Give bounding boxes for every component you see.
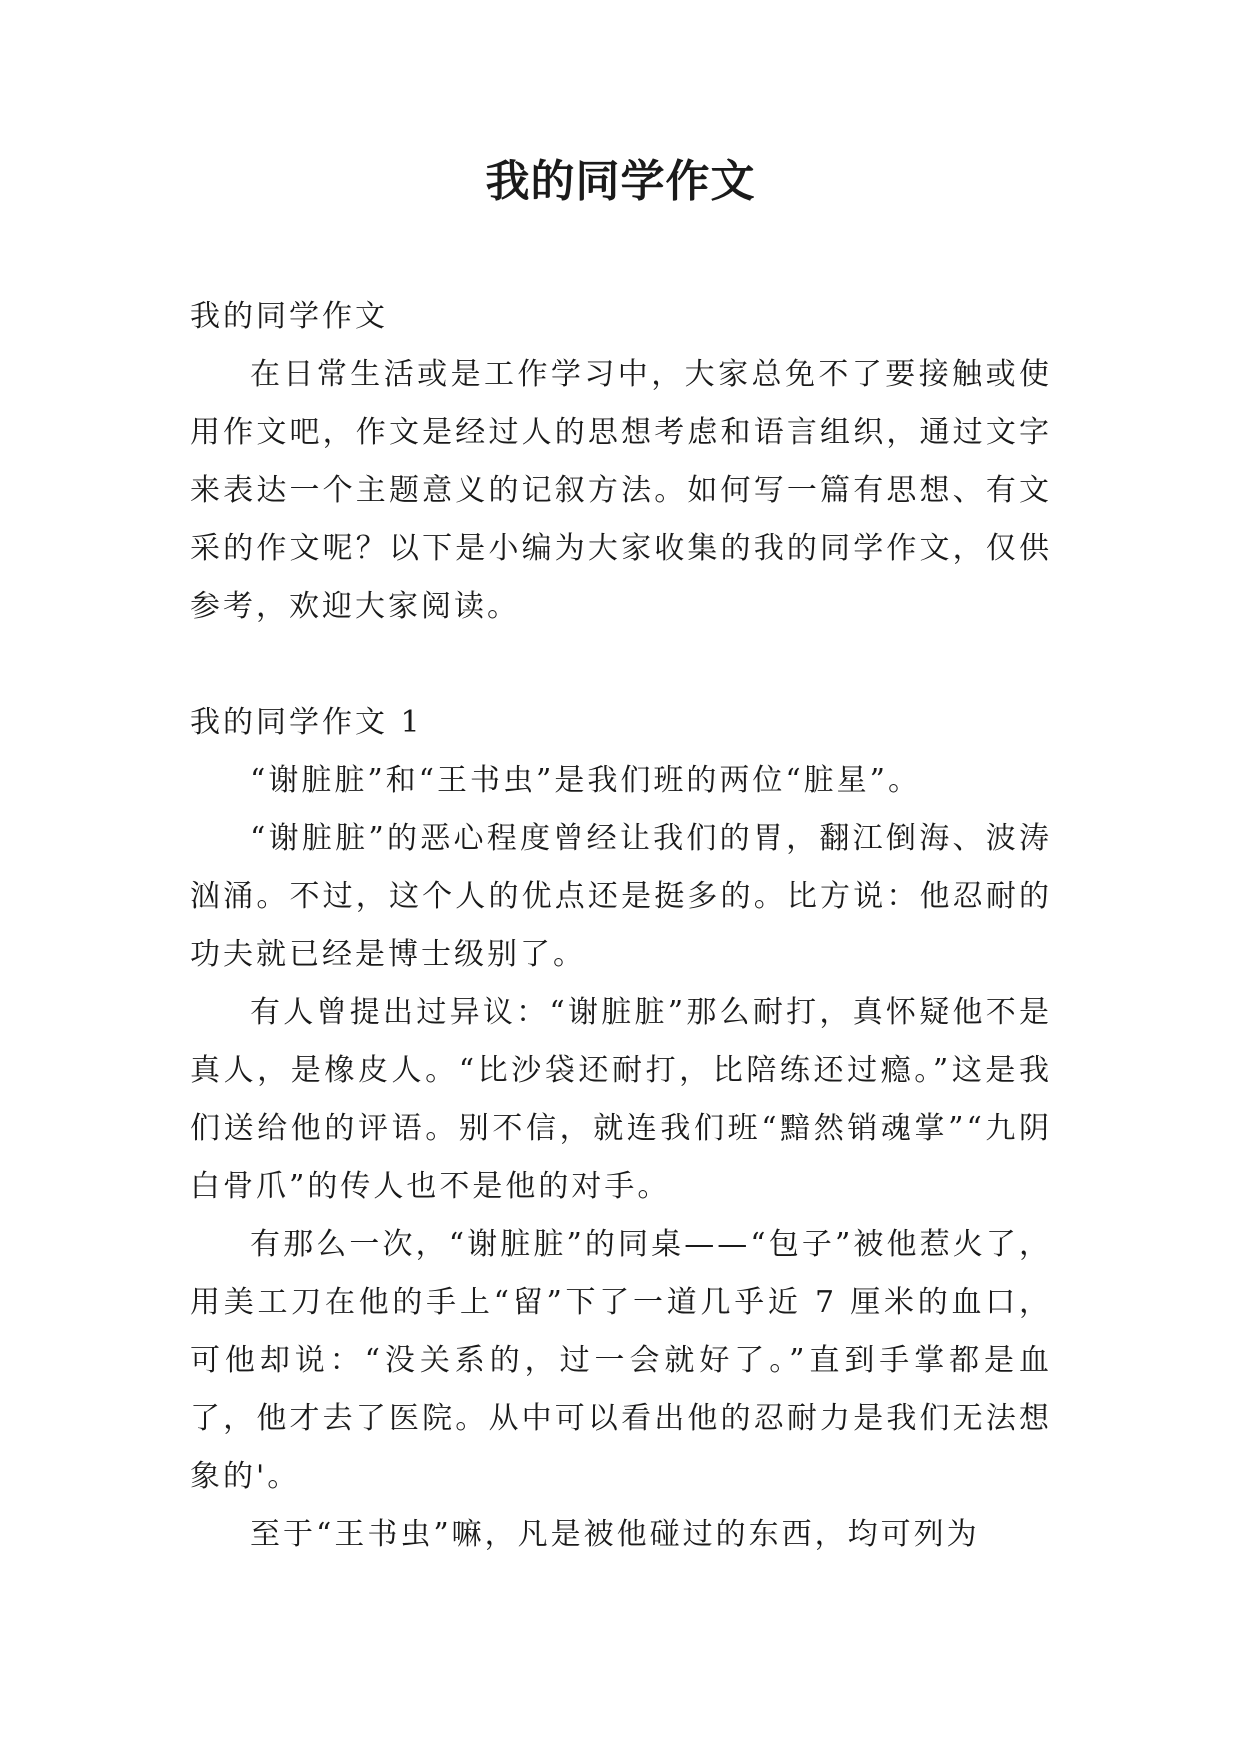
document-body bbox=[190, 288, 1052, 1564]
paragraph: 有那么一次，“谢脏脏”的同桌——“包子”被他惹火了，用美工刀在他的手上“留”下了一道几乎近 7 厘米的血口，可他却说：“没关系的，过一会就好了。”直到手掌都是血了，他才去了医院。从中可以看出他的忍耐力是我们无法想象的'。 bbox=[190, 1227, 1052, 1494]
paragraph: “谢脏脏”和“王书虫”是我们班的两位“脏星”。 bbox=[250, 763, 922, 798]
section-heading: 我的同学作文 1 bbox=[190, 705, 423, 740]
section-heading: 我的同学作文 bbox=[190, 299, 388, 334]
paragraph: 在日常生活或是工作学习中，大家总免不了要接触或使用作文吧，作文是经过人的思想考虑和语言组织，通过文字来表达一个主题意义的记叙方法。如何写一篇有思想、有文采的作文呢？以下是小编为大家收集的我的同学作文，仅供参考，欢迎大家阅读。 bbox=[190, 357, 1052, 624]
document-title: 我的同学作文 bbox=[485, 156, 756, 207]
paragraph: “谢脏脏”的恶心程度曾经让我们的胃，翻江倒海、波涛汹涌。不过，这个人的优点还是挺多的。比方说：他忍耐的功夫就已经是博士级别了。 bbox=[190, 821, 1052, 972]
paragraph: 至于“王书虫”嘛，凡是被他碰过的东西，均可列为 bbox=[250, 1517, 980, 1552]
paragraph: 有人曾提出过异议：“谢脏脏”那么耐打，真怀疑他不是真人，是橡皮人。“比沙袋还耐打，比陪练还过瘾。”这是我们送给他的评语。别不信，就连我们班“黯然销魂掌”“九阴白骨爪”的传人也不是他的对手。 bbox=[190, 995, 1052, 1204]
blank-line bbox=[190, 636, 1052, 694]
